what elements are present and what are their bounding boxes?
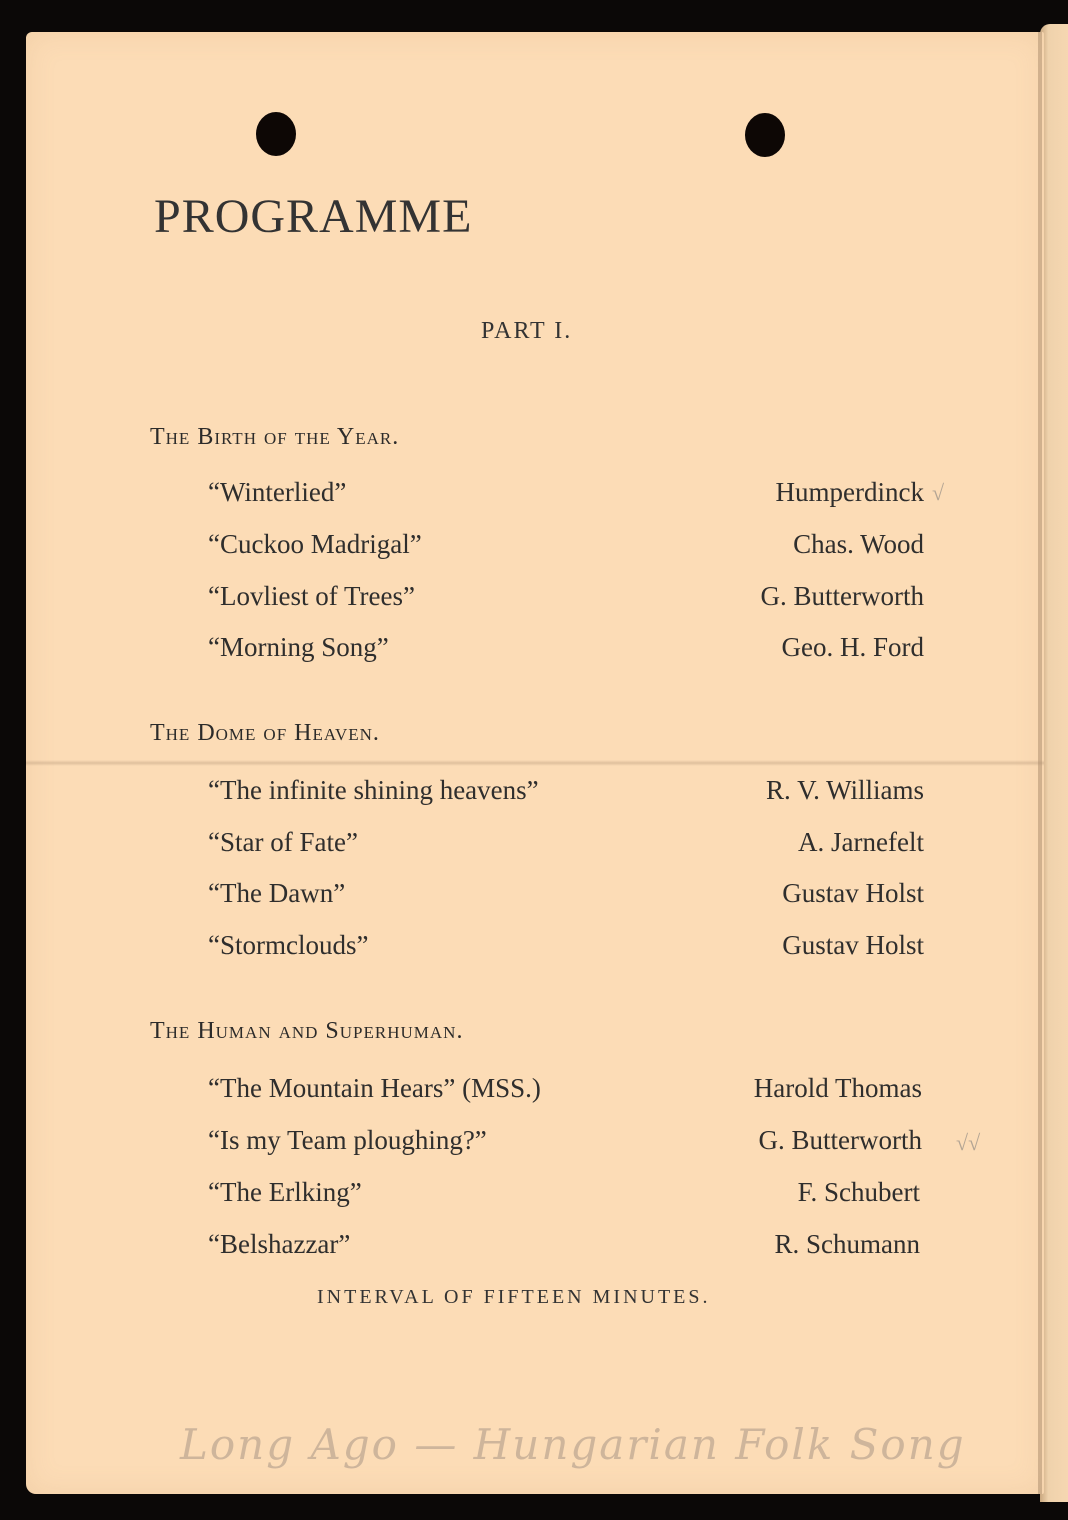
piece-title: “The Dawn” [208,878,346,908]
composer: Harold Thomas [753,1073,922,1103]
page-fold-crease [26,760,1044,766]
piece-title: “The Mountain Hears” (MSS.) [208,1073,541,1103]
programme-item [208,929,924,961]
composer: F. Schubert [797,1177,920,1207]
pencil-checkmark: √ [932,480,945,505]
section-heading: The Human and Superhuman. [150,1018,464,1044]
piece-title: “Is my Team ploughing?” [208,1125,487,1155]
piece-title: “Winterlied” [208,477,347,507]
handwritten-note: Long Ago — Hungarian Folk Song [180,1420,966,1469]
piece-title: “Star of Fate” [208,827,358,857]
composer: G. Butterworth [760,581,924,611]
punch-hole-left [256,112,296,156]
composer: Gustav Holst [782,878,924,908]
section-heading: The Dome of Heaven. [150,720,380,746]
adjacent-page-edge [1040,24,1068,1502]
programme-item [208,826,924,858]
piece-title: “Morning Song” [208,632,389,662]
programme-item [208,476,924,508]
composer: Chas. Wood [793,529,924,559]
interval-note: INTERVAL OF FIFTEEN MINUTES. [317,1286,711,1308]
programme-item [208,877,924,909]
programme-item [208,580,924,612]
composer: Geo. H. Ford [781,632,924,662]
piece-title: “The Erlking” [208,1177,362,1207]
section-heading: The Birth of the Year. [150,424,400,450]
page-title: PROGRAMME [154,190,473,243]
programme-item [208,1228,920,1260]
composer: G. Butterworth [758,1125,922,1155]
piece-title: “Belshazzar” [208,1229,351,1259]
programme-item [208,774,924,806]
programme-item [208,1124,922,1156]
composer: Humperdinck [775,477,924,507]
programme-item [208,631,924,663]
composer: R. V. Williams [766,775,924,805]
part-heading: PART I. [481,318,573,344]
piece-title: “Lovliest of Trees” [208,581,415,611]
composer: Gustav Holst [782,930,924,960]
pencil-checkmark: √√ [956,1130,981,1155]
programme-item [208,1176,920,1208]
composer: R. Schumann [774,1229,920,1259]
composer: A. Jarnefelt [798,827,924,857]
punch-hole-right [745,113,785,157]
programme-item [208,1072,922,1104]
piece-title: “Cuckoo Madrigal” [208,529,422,559]
piece-title: “Stormclouds” [208,930,369,960]
piece-title: “The infinite shining heavens” [208,775,539,805]
programme-item [208,528,924,560]
